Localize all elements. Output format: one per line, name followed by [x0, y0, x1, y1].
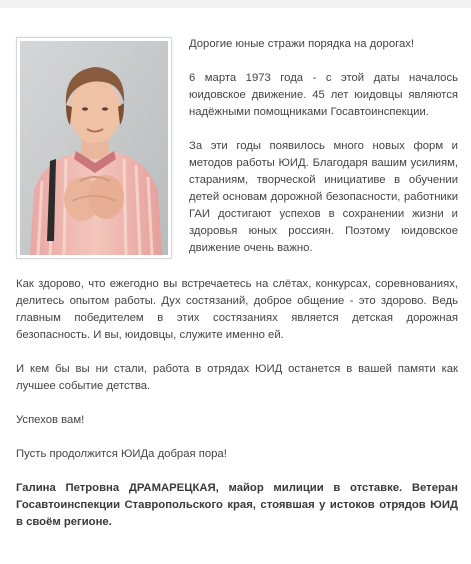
author-photo	[16, 37, 172, 259]
paragraph-1: 6 марта 1973 года - с этой даты началось юидовское движение. 45 лет юидовцы являются надёжными помощниками Госавтоинспекции.	[189, 72, 458, 118]
top-strip	[0, 0, 471, 8]
paragraph-3: Как здорово, что ежегодно вы встречаетесь на слётах, конкурсах, соревнованиях, делитесь опытом работы. Дух состязаний, доброе общение - это здорово. Ведь главным победителем в этих состязаниях является детская дорожная безопасность. И вы, юидовцы, служите именно ей.	[16, 278, 458, 341]
paragraph-5: Успехов вам!	[16, 414, 85, 426]
article-body	[16, 276, 458, 548]
greeting: Дорогие юные стражи порядка на дорогах!	[189, 38, 415, 50]
portrait-photo	[20, 41, 168, 255]
article-intro	[189, 36, 458, 274]
paragraph-2: За эти годы появилось много новых форм и методов работы ЮИД. Благодаря вашим усилиям, стараниям, творческой инициативе в обучении детей основам дорожной безопасности, работники ГАИ достигают успехов в сохранении жизни и здоровья юных россиян. Поэтому юидовское движение очень важно.	[189, 140, 458, 254]
paragraph-6: Пусть продолжится ЮИДа добрая пора!	[16, 448, 227, 460]
signature: Галина Петровна ДРАМАРЕЦКАЯ, майор милиции в отставке. Ветеран Госавтоинспекции Ставропольского края, стоявшая у истоков отрядов ЮИД в своём регионе.	[16, 482, 458, 528]
paragraph-4: И кем бы вы ни стали, работа в отрядах ЮИД останется в вашей памяти как лучшее событие детства.	[16, 363, 458, 392]
